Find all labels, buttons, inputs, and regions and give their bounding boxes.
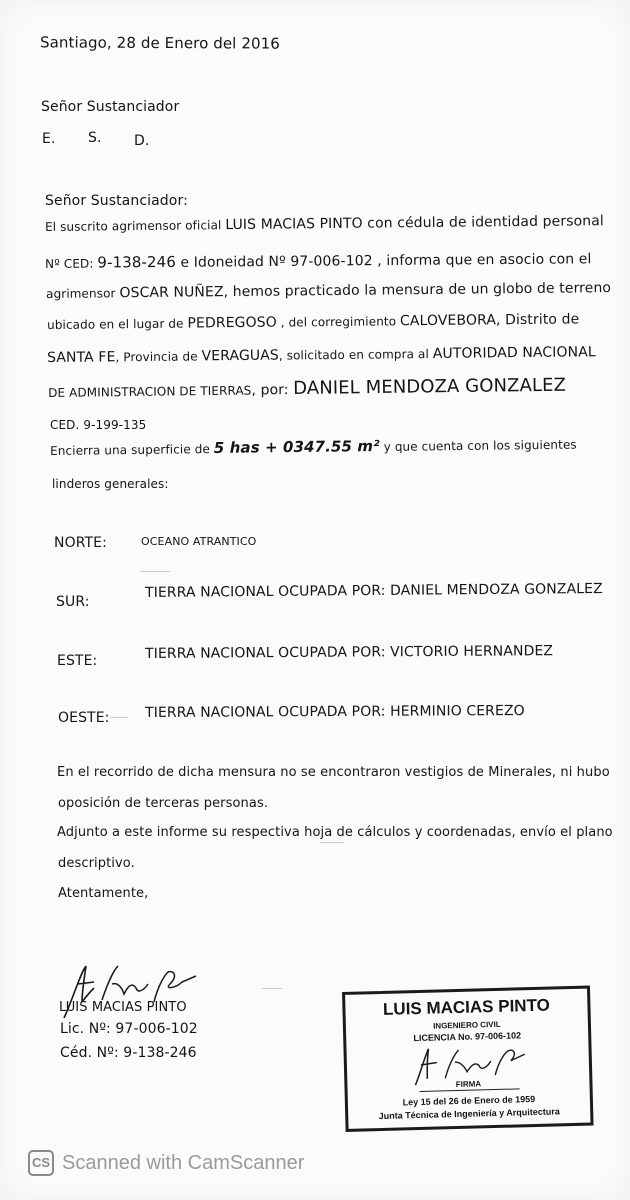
ced-number: 9-138-246 (97, 252, 176, 272)
p1-l1-rest: con cédula de identidad personal (362, 213, 604, 232)
partner-name: OSCAR NUÑEZ (119, 284, 224, 302)
stamp-firma: FIRMA (455, 1079, 482, 1090)
p3-line2: oposición de terceras personas. (58, 796, 269, 811)
applicant-ced: CED. 9-199-135 (50, 418, 147, 432)
signer-license: Lic. Nº: 97-006-102 (60, 1021, 198, 1037)
p1-l3-text: agrimensor (46, 286, 120, 301)
p2-l1-text: Encierra una superficie de (50, 441, 214, 458)
closing: Atentamente, (58, 886, 149, 901)
idoneidad-number: 97-006-102 (290, 253, 373, 270)
scan-speck (140, 571, 170, 572)
p2-line2: linderos generales: (52, 477, 169, 491)
p2-l1-rest: y que cuenta con los siguientes (379, 437, 577, 454)
p1-l3-rest: , hemos practicado la mensura de un globo de terreno (223, 280, 612, 301)
esd-s: S. (88, 130, 102, 146)
signer-id: Céd. Nº: 9-138-246 (60, 1045, 197, 1061)
p1-l1-text: El suscrito agrimensor oficial (45, 218, 226, 234)
corregimiento-name: CALOVEBORA (399, 312, 497, 330)
camscanner-watermark: Scanned with CamScanner (62, 1152, 305, 1174)
authority-name-1: AUTORIDAD NACIONAL (432, 344, 596, 362)
authority-name-2: DE ADMINISTRACION DE TIERRAS (48, 383, 252, 400)
boundary-west-label: OESTE: (58, 710, 110, 726)
surface-area: 5 has + 0347.55 m² (213, 436, 380, 457)
p1-l4-mid: , del corregimiento (276, 314, 401, 330)
p1-line4 (47, 311, 579, 333)
p1-line3 (46, 280, 611, 302)
stamp-license: LICENCIA No. 97-006-102 (413, 1030, 522, 1044)
stamp-profession: INGENIERO CIVIL (433, 1019, 501, 1031)
boundary-south-label: SUR: (56, 594, 90, 610)
boundary-east-value: TIERRA NACIONAL OCUPADA POR: VICTORIO HERNANDEZ (145, 643, 554, 662)
signer-name: LUIS MACIAS PINTO (59, 1000, 187, 1015)
province-name: VERAGUAS (201, 347, 279, 365)
p1-line1 (45, 213, 604, 235)
scan-speck (110, 717, 128, 718)
boundary-west-value: TIERRA NACIONAL OCUPADA POR: HERMINIO CEREZO (145, 703, 525, 721)
esd-d: D. (134, 133, 150, 149)
p1-l4-text: ubicado en el lugar de (47, 316, 188, 332)
p3-line1: En el recorrido de dicha mensura no se encontraron vestigios de Minerales, ni hubo (57, 765, 610, 780)
p1-line5 (47, 344, 596, 366)
letter-date: Santiago, 28 de Enero del 2016 (39, 33, 280, 53)
stamp-board: Junta Técnica de Ingeniería y Arquitectura (378, 1106, 560, 1122)
boundary-east-label: ESTE: (57, 653, 98, 669)
p4-line2: descriptivo. (58, 856, 135, 871)
p4-line1: Adjunto a este informe su respectiva hoja de cálculos y coordenadas, envío el plano (57, 825, 613, 840)
scan-speck (320, 842, 344, 843)
ced-label: Nº CED: (45, 256, 98, 271)
p1-line2 (45, 249, 592, 272)
stamp-name: LUIS MACIAS PINTO (382, 995, 551, 1019)
district-name: SANTA FE (47, 349, 116, 366)
boundary-north-value: OCEANO ATRANTICO (141, 535, 257, 548)
idoneidad-label: e Idoneidad Nº (175, 253, 291, 271)
p1-l2-rest: , informa que en asocio con el (372, 251, 592, 270)
p1-l5-text: , Provincia de (115, 349, 202, 365)
salutation-heading: Señor Sustanciador (41, 99, 180, 115)
boundary-north-label: NORTE: (54, 535, 107, 551)
boundary-south-value: TIERRA NACIONAL OCUPADA POR: DANIEL MENDOZA GONZALEZ (145, 581, 603, 601)
salutation-greeting: Señor Sustanciador: (45, 193, 188, 209)
p1-l6-text: , por: (251, 382, 294, 399)
camscanner-logo-icon: CS (28, 1150, 54, 1176)
stamp-law: Ley 15 del 26 de Enero de 1959 (402, 1093, 536, 1108)
p2-line1 (50, 435, 577, 459)
esd-e: E. (42, 131, 56, 147)
applicant-name: DANIEL MENDOZA GONZALEZ (293, 374, 567, 400)
p1-l4-rest: , Distrito de (495, 311, 580, 329)
place-name: PEDREGOSO (187, 314, 277, 332)
surveyor-name: LUIS MACIAS PINTO (225, 215, 363, 234)
scan-speck (262, 988, 282, 989)
p1-l5-mid: , solicitado en compra al (278, 346, 433, 363)
professional-stamp (342, 986, 594, 1132)
p1-line6 (48, 375, 566, 402)
